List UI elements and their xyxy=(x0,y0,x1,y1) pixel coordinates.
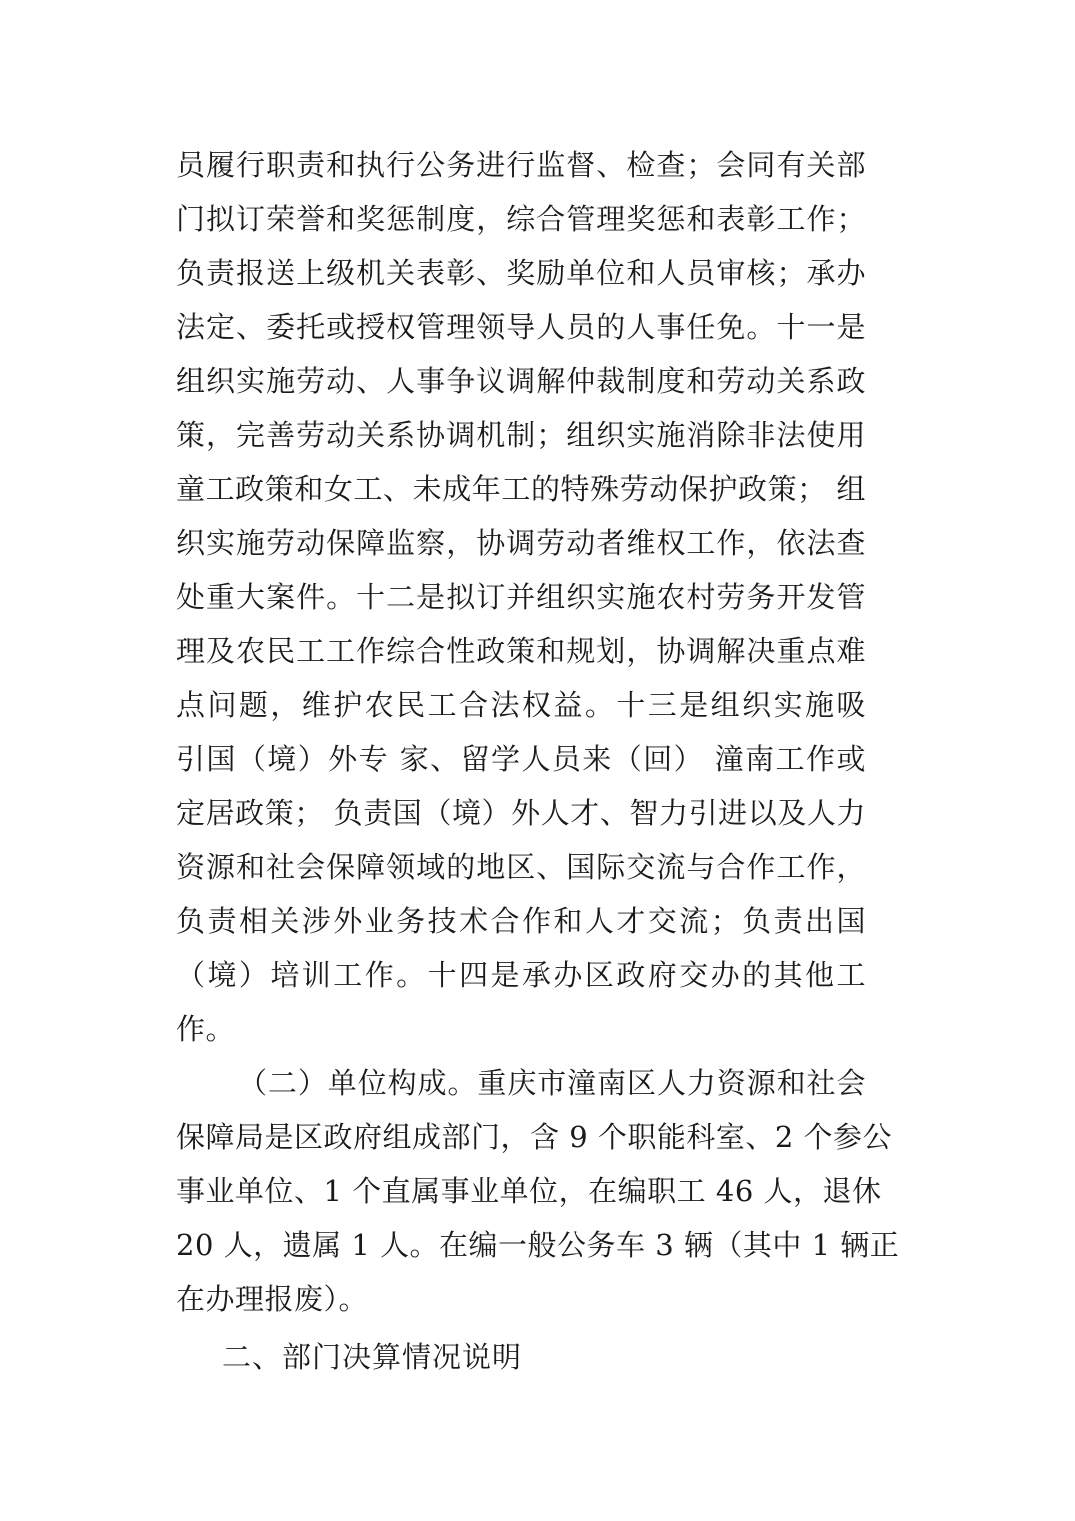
text-line: 负责报送上级机关表彰、奖励单位和人员审核；承办 xyxy=(176,256,866,290)
paragraph-unit-composition xyxy=(176,1056,900,1326)
text-line: 点问题，维护农民工合法权益。十三是组织实施吸 xyxy=(176,688,866,722)
text-line: 员履行职责和执行公务进行监督、检查；会同有关部 xyxy=(176,148,866,182)
text-line: 理及农民工工作综合性政策和规划，协调解决重点难 xyxy=(176,634,866,668)
text-line: 负责相关涉外业务技术合作和人才交流；负责出国 xyxy=(176,904,866,938)
paragraph-duties-continued xyxy=(176,138,866,1056)
text-line: 在办理报废）。 xyxy=(176,1282,369,1316)
text-line: 保障局是区政府组成部门，含 9 个职能科室、2 个参公 xyxy=(176,1120,893,1154)
text-line: 20 人，遗属 1 人。在编一般公务车 3 辆（其中 1 辆正 xyxy=(176,1228,900,1262)
text-line: （二）单位构成。重庆市潼南区人力资源和社会 xyxy=(238,1066,866,1100)
section-heading: 二、部门决算情况说明 xyxy=(222,1340,523,1374)
text-line: 引国（境）外专 家、留学人员来（回） 潼南工作或 xyxy=(176,742,866,776)
text-line: 童工政策和女工、未成年工的特殊劳动保护政策； 组 xyxy=(176,472,866,506)
text-line: 作。 xyxy=(176,1012,236,1046)
text-line: 法定、委托或授权管理领导人员的人事任免。十一是 xyxy=(176,310,866,344)
text-line: 定居政策； 负责国（境）外人才、智力引进以及人力 xyxy=(176,796,866,830)
text-line: 处重大案件。十二是拟订并组织实施农村劳务开发管 xyxy=(176,580,866,614)
text-line: 门拟订荣誉和奖惩制度，综合管理奖惩和表彰工作； xyxy=(176,202,866,236)
body-text xyxy=(176,138,900,1326)
text-line: 织实施劳动保障监察，协调劳动者维权工作，依法查 xyxy=(176,526,866,560)
text-line: 事业单位、1 个直属事业单位，在编职工 46 人，退休 xyxy=(176,1174,882,1208)
text-line: 资源和社会保障领域的地区、国际交流与合作工作， xyxy=(176,850,866,884)
text-line: 组织实施劳动、人事争议调解仲裁制度和劳动关系政 xyxy=(176,364,866,398)
text-line: 策，完善劳动关系协调机制；组织实施消除非法使用 xyxy=(176,418,866,452)
text-line: （境）培训工作。十四是承办区政府交办的其他工 xyxy=(176,958,866,992)
